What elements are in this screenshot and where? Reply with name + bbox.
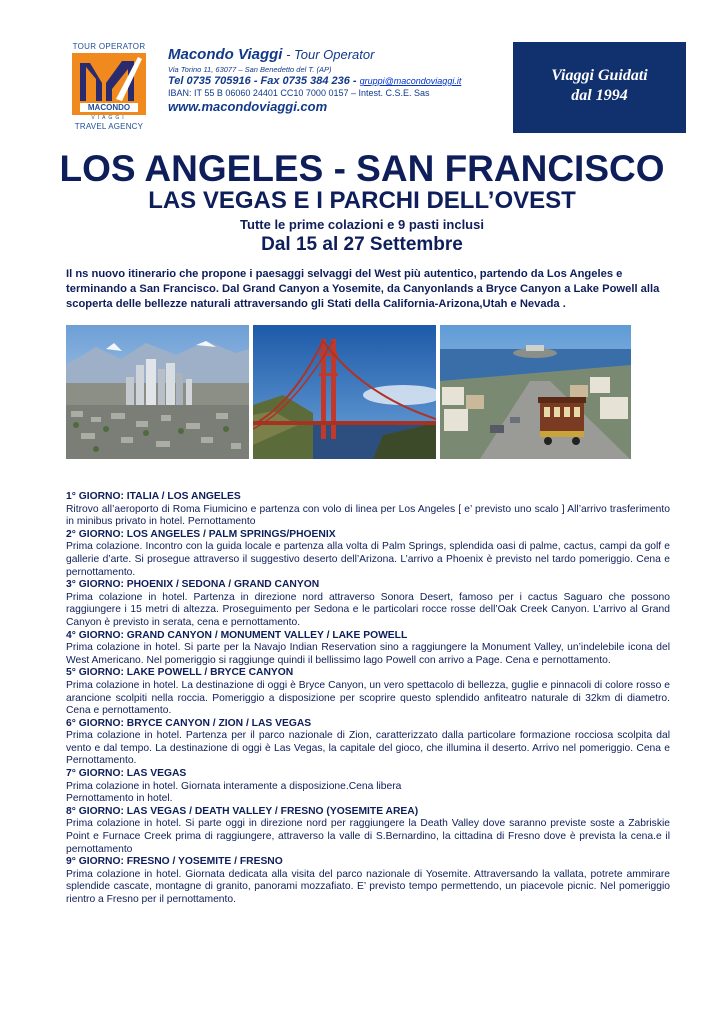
- day-description: Prima colazione in hotel. Giornata dedicata alla visita del parco nazionale di Yosemite. Attraversando la vallata, potrete ammirare splendide cascate, montagne di granito, panorami mozzafiato. E’ previsto tempo permettendo, un piacevole picnic. Nel pomeriggio rientro a Fresno per il pernottamento.: [66, 868, 670, 905]
- day-description: Prima colazione in hotel. Giornata interamente a disposizione.Cena libera Pernottamento in hotel.: [66, 780, 402, 805]
- itinerary-day: [66, 718, 670, 768]
- agency-email-link[interactable]: gruppi@macondoviaggi.it: [359, 76, 462, 86]
- itinerary-day: [66, 667, 670, 717]
- agency-logo: [70, 42, 148, 132]
- main-title: LOS ANGELES - SAN FRANCISCO: [59, 148, 665, 189]
- itinerary-day: [66, 630, 670, 668]
- itinerary-day: [66, 579, 670, 629]
- itinerary-day: [66, 491, 670, 529]
- day-description: Ritrovo all’aeroporto di Roma Fiumicino e partenza con volo di linea per Los Angeles [ e’ previsto uno scalo ] All’arrivo trasferimento in minibus privato in hotel. Pernottamento: [66, 503, 670, 528]
- itinerary: [66, 491, 670, 907]
- day-description: Prima colazione in hotel. Partenza in direzione nord attraverso Sonora Desert, famoso per i cactus Saguaro che possono raggiungere i 15 metri di altezza. Proseguimento per Sedona e le particolari rocce rosse dell’Oak Creek Canyon. L’arrivo al Grand Canyon è previsto in serata, cena e pernottamento.: [66, 591, 670, 628]
- day-heading: 3° GIORNO: PHOENIX / SEDONA / GRAND CANYON: [66, 579, 320, 591]
- day-description: Prima colazione in hotel. Si parte oggi in direzione nord per raggiungere la Death Valley dove saranno previste soste a Zabriskie Point e Furnace Creek prima di raggiungere, attraverso la valle di S.Bernardino, la cittadina di Fresno dove è prevista la cena.e il pernottamento: [66, 818, 670, 855]
- day-heading: 1° GIORNO: ITALIA / LOS ANGELES: [66, 491, 241, 502]
- day-description: Prima colazione. Incontro con la guida locale e partenza alla volta di Palm Springs, splendida oasi di palme, cactus, campi da golf e gallerie d’arte. Si prosegue attraverso il suggestivo deserto dell’Arizona. L’arrivo a Phoenix è previsto nel tardo pomeriggio. Cena e pernottamento.: [66, 541, 670, 578]
- agency-contacts: [168, 75, 498, 87]
- meals-note: Tutte le prime colazioni e 9 pasti inclusi: [240, 217, 484, 232]
- day-heading: 7° GIORNO: LAS VEGAS: [66, 768, 187, 780]
- tagline-line1: Viaggi Guidati: [551, 67, 648, 84]
- itinerary-day: [66, 856, 670, 906]
- day-heading: 5° GIORNO: LAKE POWELL / BRYCE CANYON: [66, 667, 294, 679]
- day-heading: 2° GIORNO: LOS ANGELES / PALM SPRINGS/PHOENIX: [66, 528, 336, 540]
- logo-brand: MACONDO: [87, 103, 131, 112]
- los-angeles-photo: [66, 325, 249, 459]
- day-description: Prima colazione in hotel. Si parte per la Navajo Indian Reservation sino a raggiungere la Monument Valley, un’indelebile icona del West Americano. Nel pomeriggio si raggiunge quindi il bellissimo lago Powell con arrivo a Page. Cena e pernottamento.: [66, 642, 670, 666]
- day-heading: 9° GIORNO: FRESNO / YOSEMITE / FRESNO: [66, 856, 283, 868]
- agency-name: Macondo Viaggi: [168, 46, 283, 63]
- day-description: Prima colazione in hotel. La destinazione di oggi è Bryce Canyon, un vero spettacolo di bellezza, guglie e pinnacoli di colore rosso e arancione scolpiti nella roccia. Pomeriggio a disposizione per scoprire questo splendido anfiteatro naturale di 32km di diametro. Cena e pernottamento.: [66, 679, 670, 717]
- logo-bottom-text: TRAVEL AGENCY: [74, 122, 144, 131]
- intro-paragraph: Il ns nuovo itinerario che propone i paesaggi selvaggi del West più autentico, partendo da Los Angeles e terminando a San Francisco. Dal Grand Canyon a Yosemite, da Canyonlands a Bryce Canyon a Lake Powell alla scoperta delle bellezze naturali attraversando gli Stati della California-Arizona,Utah e Nevada .: [66, 268, 660, 310]
- day-heading: 8° GIORNO: LAS VEGAS / DEATH VALLEY / FRESNO (YOSEMITE AREA): [66, 805, 419, 817]
- logo-mark: [72, 53, 146, 115]
- tagline-box: [513, 42, 686, 133]
- agency-name-suffix: - Tour Operator: [282, 47, 375, 62]
- agency-address: Via Torino 11, 63077 – San Benedetto del T. (AP): [168, 65, 332, 74]
- itinerary-day: [66, 806, 670, 856]
- san-francisco-photo: [440, 325, 631, 459]
- agency-iban: IBAN: IT 55 B 06060 24401 CC10 7000 0157 – Intest. C.S.E. Sas: [168, 88, 430, 98]
- agency-name-line: [168, 46, 498, 63]
- logo-top-text: TOUR OPERATOR: [72, 42, 146, 51]
- agency-website-link[interactable]: www.macondoviaggi.com: [168, 99, 328, 114]
- agency-info: [168, 46, 498, 114]
- travel-dates: Dal 15 al 27 Settembre: [261, 234, 463, 255]
- day-heading: 6° GIORNO: BRYCE CANYON / ZION / LAS VEGAS: [66, 717, 312, 729]
- golden-gate-photo: [253, 325, 436, 459]
- subtitle: LAS VEGAS E I PARCHI DELL’OVEST: [148, 187, 576, 214]
- agency-phone-fax: Tel 0735 705916 - Fax 0735 384 236 -: [168, 75, 360, 87]
- logo-brand-sub: VIAGGI: [91, 115, 127, 121]
- itinerary-day: [66, 768, 670, 806]
- day-heading: 4° GIORNO: GRAND CANYON / MONUMENT VALLEY / LAKE POWELL: [66, 629, 408, 641]
- tagline-line2: dal 1994: [571, 87, 628, 104]
- day-description: Prima colazione in hotel. Partenza per il parco nazionale di Zion, caratterizzato dalla particolare formazione rocciosa scolpita dal vento e dal tempo. La destinazione di oggi è Las Vegas, la capitale del gioco, che illumina il deserto. Arrivo nel pomeriggio. Cena e Pernottamento.: [66, 730, 670, 767]
- itinerary-day: [66, 529, 670, 579]
